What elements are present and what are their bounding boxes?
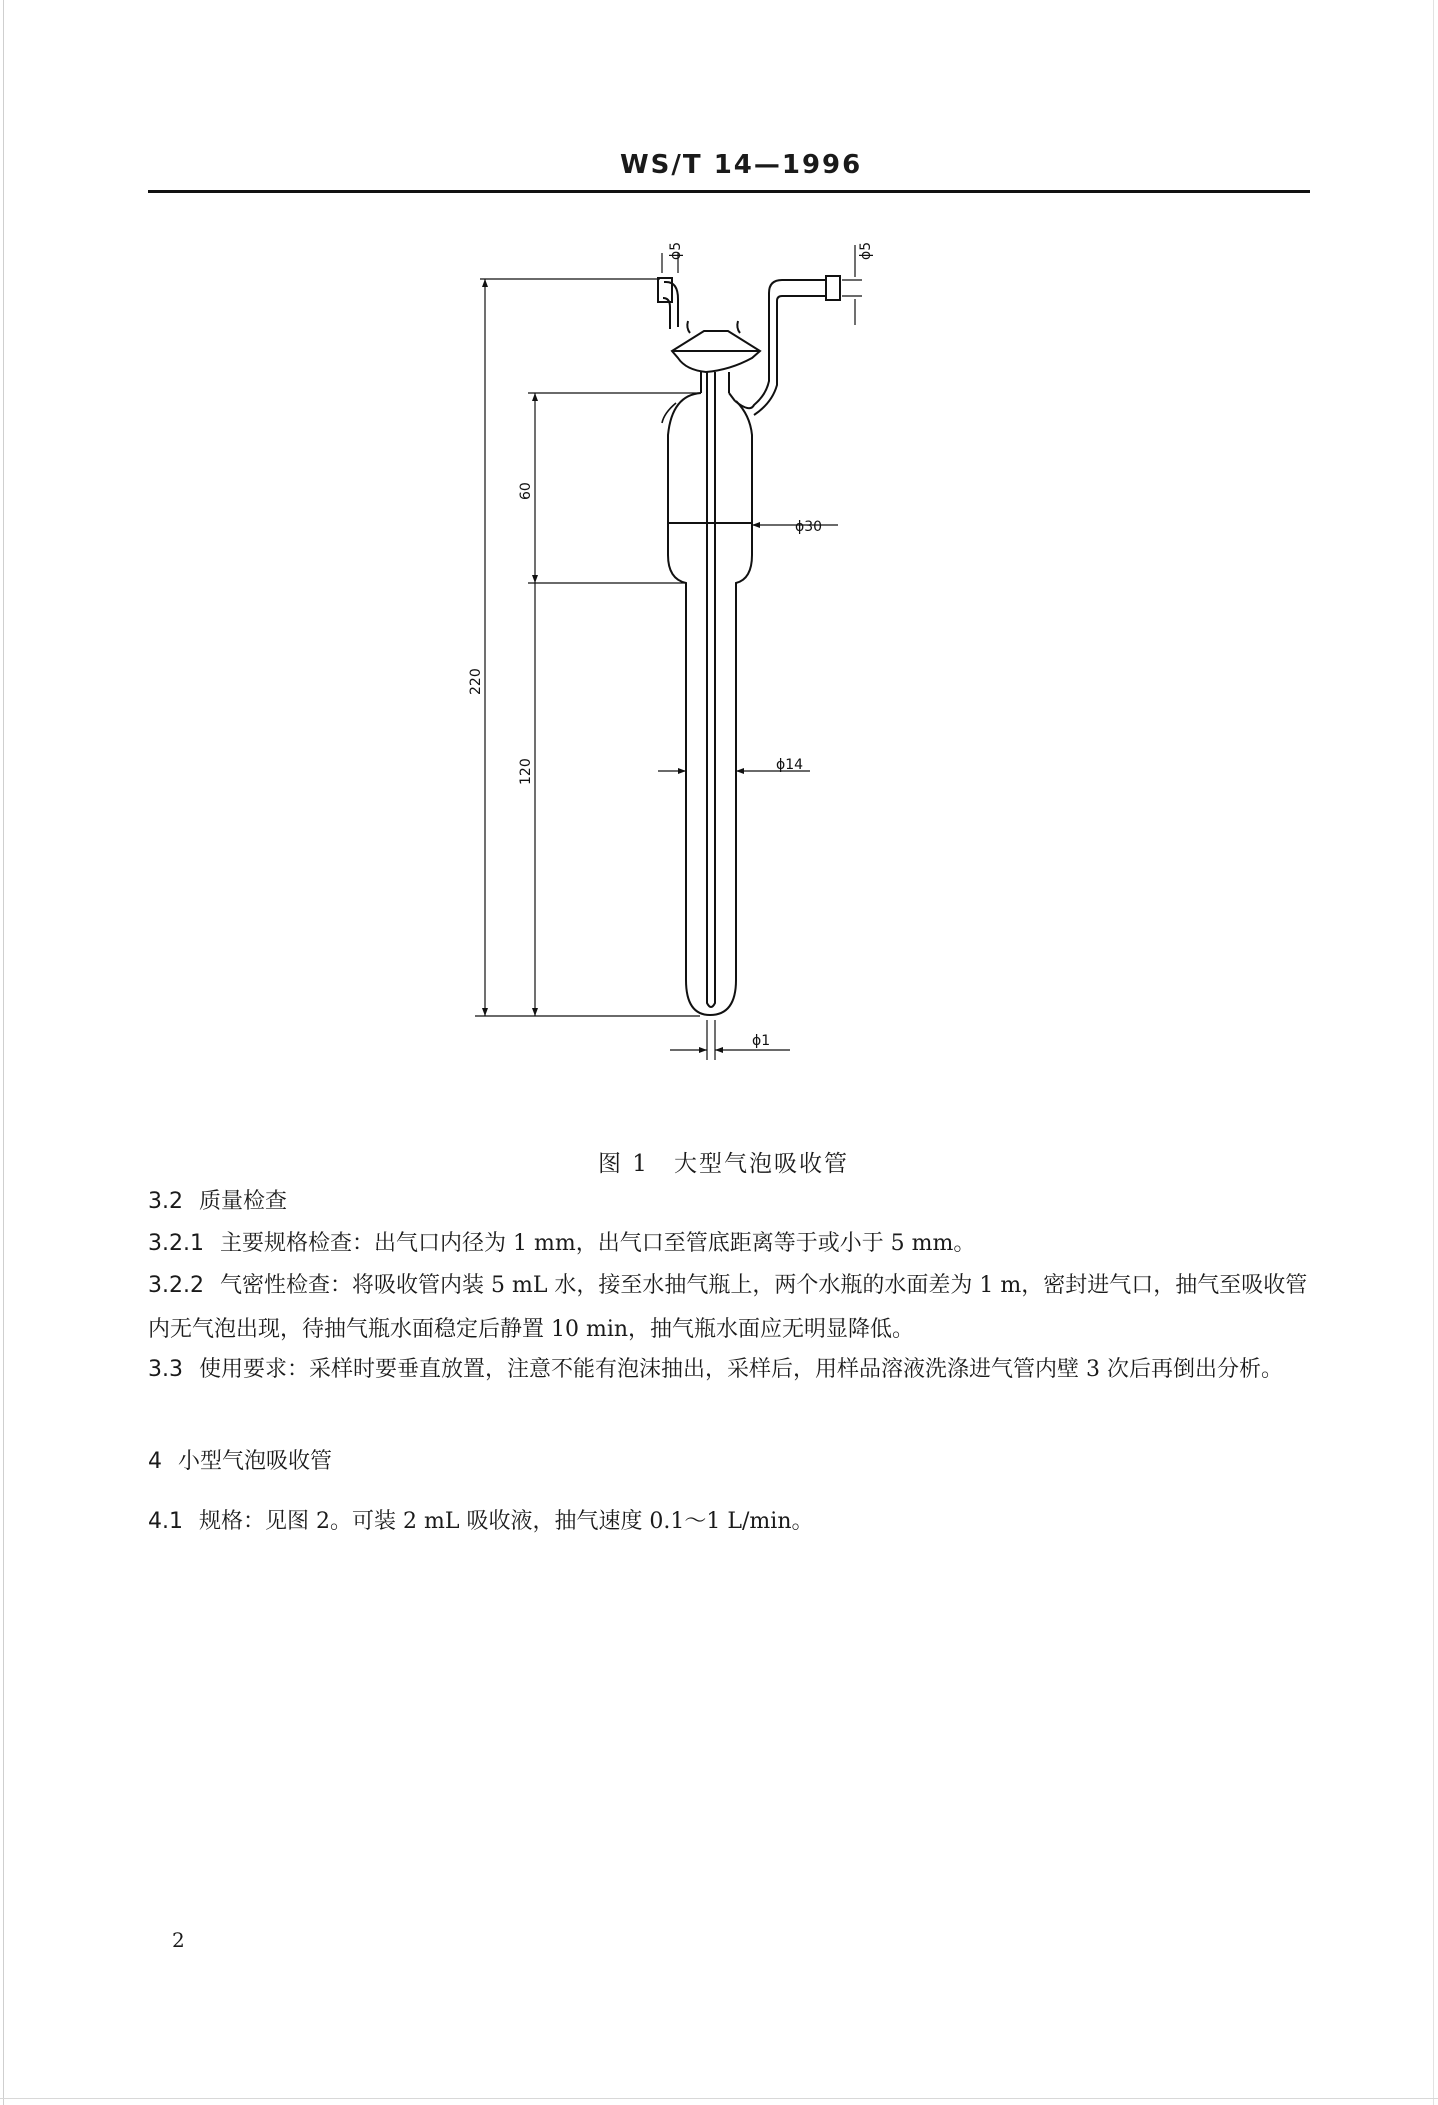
section-number: 3.2.2 — [148, 1273, 204, 1298]
dim-total-height: 220 — [468, 668, 484, 695]
scan-edge-bottom — [0, 2098, 1438, 2099]
dim-tube-diameter: ϕ14 — [776, 757, 804, 773]
section-number: 4.1 — [148, 1509, 183, 1534]
dim-tip-diameter: ϕ1 — [752, 1033, 771, 1049]
section-4-1 — [148, 1500, 1308, 1544]
dim-bulb-height: 60 — [518, 482, 534, 500]
standard-code: WS/T 14—1996 — [620, 150, 863, 180]
section-text: 小型气泡吸收管 — [178, 1449, 333, 1474]
section-number: 3.2 — [148, 1189, 183, 1214]
section-text: 规格：见图 2。可装 2 mL 吸收液，抽气速度 0.1～1 L/min。 — [199, 1509, 814, 1534]
header-rule — [148, 190, 1310, 193]
dim-bulb-diameter: ϕ30 — [795, 519, 823, 535]
section-number: 3.2.1 — [148, 1231, 204, 1256]
section-text: 使用要求：采样时要垂直放置，注意不能有泡沫抽出，采样后，用样品溶液洗涤进气管内壁 3 次后再倒出分析。 — [199, 1357, 1283, 1382]
section-text: 主要规格检查：出气口内径为 1 mm，出气口至管底距离等于或小于 5 mm。 — [219, 1231, 976, 1256]
section-number: 3.3 — [148, 1357, 183, 1382]
scan-edge-right — [1433, 0, 1434, 2105]
section-number: 4 — [148, 1449, 162, 1474]
section-4 — [148, 1440, 1308, 1484]
section-3-2 — [148, 1180, 1308, 1224]
section-text: 气密性检查：将吸收管内装 5 mL 水，接至水抽气瓶上，两个水瓶的水面差为 1 m，密封进气口，抽气至吸收管内无气泡出现，待抽气瓶水面稳定后静置 10 min，抽气瓶水面应无明显降低。 — [148, 1273, 1308, 1342]
section-text: 质量检查 — [199, 1189, 288, 1214]
page-number: 2 — [172, 1928, 185, 1952]
section-3-2-2 — [148, 1264, 1308, 1352]
dim-left-outlet: ϕ5 — [668, 241, 684, 260]
dim-right-outlet: ϕ5 — [858, 241, 874, 260]
dim-tube-height: 120 — [518, 758, 534, 785]
scan-edge-left — [3, 0, 4, 2105]
section-3-2-1 — [148, 1222, 1308, 1266]
section-3-3 — [148, 1348, 1308, 1392]
right-outlet-nozzle — [826, 276, 840, 300]
figure-caption: 图 1 大型气泡吸收管 — [598, 1151, 849, 1177]
absorber-bulb — [668, 393, 752, 1015]
inner-inlet-tube — [707, 372, 715, 1007]
bubble-absorption-tube-figure — [468, 225, 900, 1105]
